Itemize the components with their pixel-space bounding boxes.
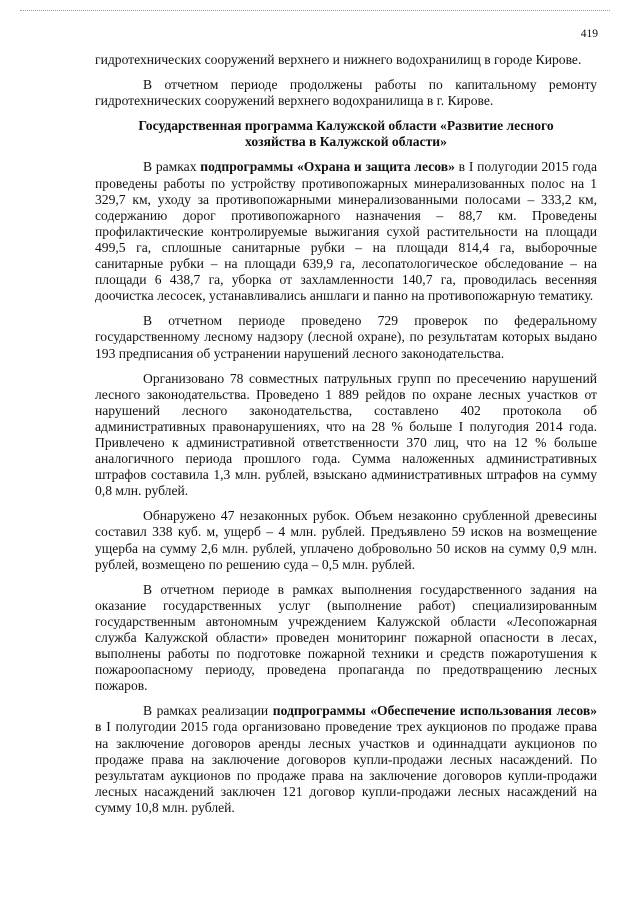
paragraph-fire-service: В отчетном периоде в рамках выполнения государственного задания на оказание государственных услуг (выполнение работ) специализированным государственным автономным учреждением Калужской области «Лесопожарная служба Калужской области» проведен мониторинг пожарной опасности в лесах, выполнены работы по подготовке пожарной техники и средств пожаротушения к пожароопасному периоду, проведена пропаганда по предотвращению лесных пожаров. xyxy=(95,581,597,694)
paragraph-continuation: гидротехнических сооружений верхнего и нижнего водохранилищ в городе Кирове. xyxy=(95,52,582,67)
section-heading: Государственная программа Калужской области «Развитие лесного хозяйства в Калужской области» xyxy=(138,118,554,150)
paragraph-patrols: Организовано 78 совместных патрульных групп по пресечению нарушений лесного законодательства. Проведено 1 889 рейдов по охране лесных участков от нарушений лесного законодательства, составлено 402 протокола об административных правонарушениях, что на 28 % больше I полугодия 2014 года. Привлечено к административной ответственности 370 лиц, что на 12 % больше аналогичного периода прошлого года. Сумма наложенных административных штрафов составила 1,3 млн. рублей, взыскано административных штрафов на сумму 0,8 млн. рублей. xyxy=(95,370,597,499)
paragraph-illegal-logging: Обнаружено 47 незаконных рубок. Объем незаконно срубленной древесины составил 338 куб. м, ущерб – 4 млн. рублей. Предъявлено 59 исков на возмещение ущерба на сумму 2,6 млн. рублей, уплачено добровольно 50 исков на сумму 0,9 млн. рублей, возмещено по решению суда – 0,5 млн. рублей. xyxy=(95,508,597,572)
paragraph-forest-protection-text: в I полугодии 2015 года проведены работы по устройству противопожарных минерализованных полос на 1 329,7 км, уходу за противопожарными минерализованными полосами – 333,2 км, содержанию дорог противопожарного назначения – 88,7 км. Проведены профилактические контролируемые выжигания сухой растительности на площади 499,5 га, сплошные санитарные рубки – на площади 814,4 га, выборочные санитарные рубки – на площади 639,9 га, лесопатологическое обследование – на площади 6 438,7 га, уборка от захламленности 140,7 га, проводилась весенняя доочистка лесосек, устанавливались аншлаги и панно на противопожарную тематику. xyxy=(95,159,597,304)
scan-artifact-line xyxy=(20,10,610,11)
paragraph-inspections: В отчетном периоде проведено 729 проверок по федеральному государственному лесному надзору (лесной охране), по результатам которых выдано 193 предписания об устранении нарушений лесного законодательства. xyxy=(95,313,597,361)
paragraph-forest-protection xyxy=(95,159,597,304)
paragraph-repair-works: В отчетном периоде продолжены работы по капитальному ремонту гидротехнических сооружений верхнего водохранилища в г. Кирове. xyxy=(95,77,597,109)
paragraph-forest-use-text: в I полугодии 2015 года организовано проведение трех аукционов по продаже права на заключение договоров аренды лесных участков и одиннадцати аукционов по продаже права на заключение договоров купли-продажи лесных насаждений. По результатам аукционов по продаже права на заключение договоров купли-продажи лесных насаждений заключен 121 договор купли-продажи лесных насаждений на сумму 10,8 млн. рублей. xyxy=(95,719,597,815)
subprogram-forest-protection-title: подпрограммы «Охрана и защита лесов» xyxy=(200,159,455,175)
paragraph-forest-use-intro: В рамках реализации xyxy=(143,703,273,719)
paragraph-forest-protection-intro: В рамках xyxy=(143,159,201,175)
document-body xyxy=(95,52,597,825)
paragraph-forest-use xyxy=(95,703,597,816)
subprogram-forest-use-title: подпрограммы «Обеспечение использования лесов» xyxy=(272,703,597,719)
page-number: 419 xyxy=(580,28,598,40)
